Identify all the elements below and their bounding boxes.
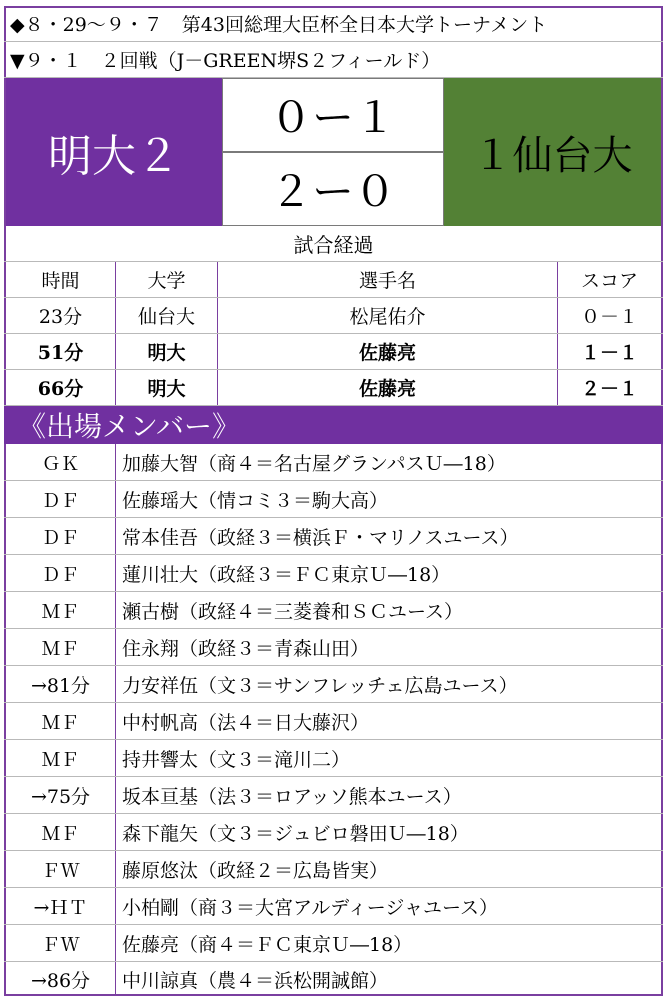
goal-university: 明大 [116, 370, 218, 405]
list-item [4, 814, 663, 851]
goal-score: ０－１ [580, 306, 638, 328]
members-title: 《出場メンバー》 [18, 410, 241, 443]
list-item [4, 925, 663, 962]
member-name: 持井響太（文３＝滝川二） [122, 748, 351, 771]
member-name: 中村帆高（法４＝日大藤沢） [122, 711, 370, 734]
member-position: ＭＦ [6, 814, 116, 850]
match-info [4, 42, 663, 78]
header-time: 時間 [6, 262, 116, 297]
table-row [4, 370, 663, 406]
member-name: 佐藤亮（商４＝ＦＣ東京Ｕ―18） [122, 933, 413, 956]
member-position: →75分 [6, 777, 116, 813]
scoreboard [4, 78, 663, 226]
member-position: ＤＦ [6, 518, 116, 554]
member-position: ＭＦ [6, 740, 116, 776]
list-item [4, 703, 663, 740]
progress-title-text: 試合経過 [293, 233, 374, 257]
list-item [4, 740, 663, 777]
tournament-title-text: ◆８・29～９・７ 第43回総理大臣杯全日本大学トーナメント [10, 14, 548, 36]
member-position: ＧＫ [6, 444, 116, 480]
goal-score: ２－１ [580, 378, 638, 400]
away-team-score: １仙台大 [444, 78, 661, 226]
goal-player: 松尾佑介 [218, 298, 558, 333]
list-item [4, 962, 663, 996]
progress-title [4, 226, 663, 262]
goal-player: 佐藤亮 [218, 334, 558, 369]
member-name: 小柏剛（商３＝大宮アルディージャユース） [122, 896, 499, 919]
list-item [4, 518, 663, 555]
member-position: ＭＦ [6, 592, 116, 628]
member-name: 藤原悠汰（政経２＝広島皆実） [122, 859, 389, 882]
list-item [4, 592, 663, 629]
member-name: 坂本亘基（法３＝ロアッソ熊本ユース） [122, 785, 462, 808]
list-item [4, 777, 663, 814]
member-name: 蓮川壮大（政経３＝ＦＣ東京Ｕ―18） [122, 563, 451, 586]
match-info-text: ▼９・１ ２回戦（J－GREEN堺S２フィールド） [10, 50, 441, 72]
goal-time: 23分 [6, 298, 116, 333]
header-university: 大学 [116, 262, 218, 297]
member-position: ＭＦ [6, 703, 116, 739]
goal-time: 66分 [6, 370, 116, 405]
member-position: ＦＷ [6, 851, 116, 887]
list-item [4, 666, 663, 703]
member-position: →86分 [6, 962, 116, 996]
list-item [4, 555, 663, 592]
header-player: 選手名 [218, 262, 558, 297]
member-name: 力安祥伍（文３＝サンフレッチェ広島ユース） [122, 674, 518, 697]
home-team-score: 明大２ [6, 78, 222, 226]
goal-time: 51分 [6, 334, 116, 369]
member-position: ＦＷ [6, 925, 116, 961]
table-row [4, 298, 663, 334]
member-position: ＤＦ [6, 555, 116, 591]
member-position: →ＨＴ [6, 888, 116, 924]
goal-university: 明大 [116, 334, 218, 369]
member-name: 常本佳吾（政経３＝横浜Ｆ・マリノスユース） [122, 526, 519, 549]
list-item [4, 444, 663, 481]
list-item [4, 629, 663, 666]
header-score: スコア [580, 270, 638, 292]
member-name: 佐藤瑶大（情コミ３＝駒大高） [122, 489, 389, 512]
member-name: 森下龍矢（文３＝ジュビロ磐田Ｕ―18） [122, 822, 469, 845]
second-half-score: ２ー０ [222, 152, 444, 226]
member-position: →81分 [6, 666, 116, 702]
member-name: 住永翔（政経３＝青森山田） [122, 637, 370, 660]
member-name: 加藤大智（商４＝名古屋グランパスＵ―18） [122, 452, 506, 475]
goal-score: １－１ [580, 342, 638, 364]
members-banner [4, 406, 663, 444]
first-half-score: ０ー１ [222, 78, 444, 152]
progress-header-row [4, 262, 663, 298]
list-item [4, 888, 663, 925]
list-item [4, 481, 663, 518]
member-position: ＤＦ [6, 481, 116, 517]
member-name: 中川諒真（農４＝浜松開誠館） [122, 969, 389, 992]
member-position: ＭＦ [6, 629, 116, 665]
tournament-title [4, 6, 663, 42]
goal-university: 仙台大 [116, 298, 218, 333]
list-item [4, 851, 663, 888]
goal-player: 佐藤亮 [218, 370, 558, 405]
member-name: 瀬古樹（政経４＝三菱養和ＳＣユース） [122, 600, 464, 623]
table-row [4, 334, 663, 370]
